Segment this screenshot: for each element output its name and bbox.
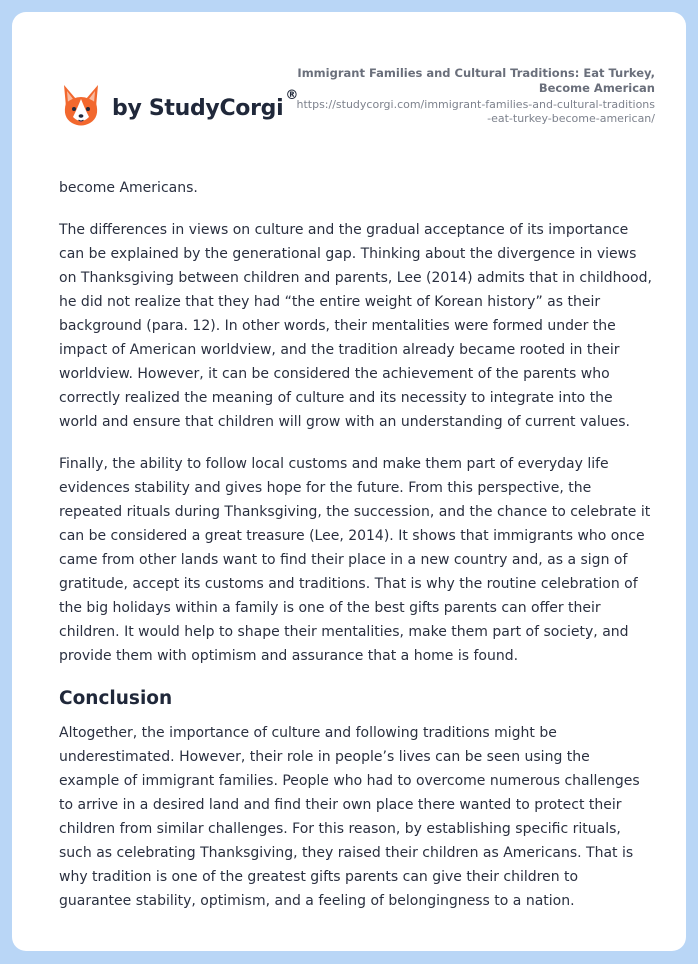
conclusion-heading: Conclusion [59,688,173,709]
document-meta [295,66,655,126]
document-page [12,12,686,951]
paragraph: Finally, the ability to follow local customs and make them part of everyday life evidences stability and gives hope for the future. From this perspective, the repeated rituals during Thanksgiving, the succession, and the chance to celebrate it can be considered a great treasure (Lee, 2014). It shows that immigrants who once came from other lands want to find their place in a new country and, as a sign of gratitude, accept its customs and traditions. That is why the routine celebration of the big holidays within a family is one of the best gifts parents can offer their children. It would help to shape their mentalities, make them part of society, and provide them with optimism and assurance that a home is found. [59,456,651,664]
registered-mark: ® [285,87,299,103]
corgi-logo-icon [60,83,102,129]
conclusion-paragraph: Altogether, the importance of culture and following traditions might be underestimated. However, their role in people’s lives can be seen using the example of immigrant families. People who had to overcome numerous challenges to arrive in a desired land and find their own place there wanted to protect their children from similar challenges. For this reason, by establishing specific rituals, such as celebrating Thanksgiving, they raised their children as Americans. That is why tradition is one of the greatest gifts parents can give their children to guarantee stability, optimism, and a feeling of belongingness to a nation. [59,725,640,909]
document-url[interactable]: https://studycorgi.com/immigrant-families-and-cultural-traditions-eat-turkey-become-american/ [296,98,655,125]
logo-text [112,87,299,121]
logo-name: by StudyCorgi [112,95,284,121]
document-body [59,176,654,931]
document-title: Immigrant Families and Cultural Traditions: Eat Turkey, Become American [297,66,655,95]
paragraph: The differences in views on culture and the gradual acceptance of its importance can be explained by the generational gap. Thinking about the divergence in views on Thanksgiving between children and parents, Lee (2014) admits that in childhood, he did not realize that they had “the entire weight of Korean history” as their background (para. 12). In other words, their mentalities were formed under the impact of American worldview, and the tradition already became rooted in their worldview. However, it can be considered the achievement of the parents who correctly realized the meaning of culture and its necessity to integrate into the world and ensure that children will grow with an understanding of current values. [59,222,652,430]
paragraph: become Americans. [59,180,198,196]
studycorgi-logo[interactable] [60,76,298,136]
